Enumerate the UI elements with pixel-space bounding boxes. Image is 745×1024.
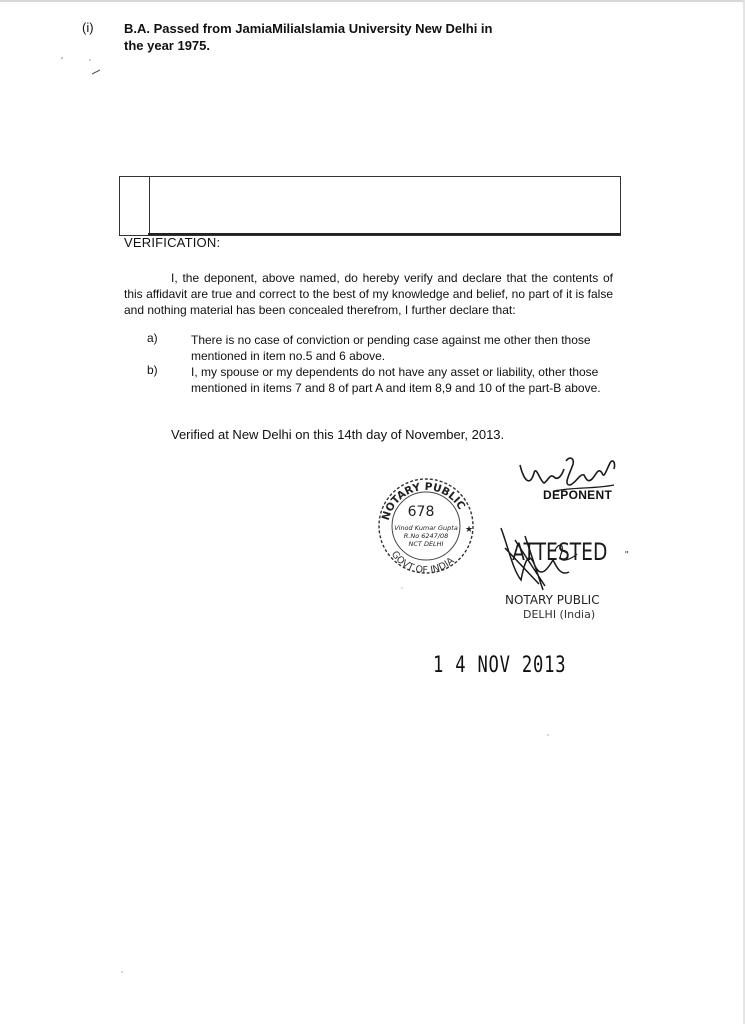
declaration-text-b: I, my spouse or my dependents do not have any asset or liability, other those mentioned in items 7 and 8 of part A and item 8,9 and 10 of the part-B above. bbox=[191, 365, 601, 395]
education-table bbox=[119, 176, 621, 236]
attested-line-1: NOTARY PUBLIC bbox=[505, 593, 600, 607]
verification-heading: VERIFICATION: bbox=[124, 235, 221, 250]
stamp-mark-icon: " bbox=[625, 550, 629, 561]
attested-stamp bbox=[495, 520, 635, 620]
declaration-marker-a: a) bbox=[147, 331, 158, 345]
seal-top-text: NOTARY PUBLIC bbox=[379, 480, 468, 522]
attested-line-2: DELHI (India) bbox=[523, 608, 596, 620]
verified-line: Verified at New Delhi on this 14th day of November, 2013. bbox=[171, 427, 505, 442]
declaration-marker-b: b) bbox=[147, 363, 158, 377]
seal-bottom-text: GOVT OF INDIA bbox=[388, 549, 457, 577]
attested-word: ATTESTED bbox=[512, 538, 608, 567]
notary-seal bbox=[373, 470, 479, 580]
education-item-text: B.A. Passed from JamiaMiliaIslamia University New Delhi in the year 1975. bbox=[124, 21, 493, 53]
verification-paragraph: I, the deponent, above named, do hereby verify and declare that the contents of this affidavit are true and correct to the best of my knowledge and belief, no part of it is false and nothing material has been concealed therefrom, I further declare that: bbox=[124, 271, 613, 317]
seal-number: 678 bbox=[407, 504, 435, 520]
seal-name: Vinod Kumar Gupta bbox=[394, 524, 458, 532]
date-stamp: 1 4 NOV 2013 bbox=[433, 653, 567, 678]
education-item-number: (i) bbox=[82, 20, 94, 35]
seal-reg-no: R.No 6247/08 bbox=[403, 532, 449, 540]
scan-edge-top bbox=[0, 0, 745, 2]
declaration-text-a: There is no case of conviction or pending case against me other then those mentioned in item no.5 and 6 above. bbox=[191, 333, 591, 363]
seal-area: NCT DELHI bbox=[408, 540, 444, 548]
table-first-column bbox=[120, 177, 150, 235]
deponent-label: DEPONENT bbox=[543, 488, 613, 502]
seal-star-icon: ★ bbox=[465, 524, 474, 534]
